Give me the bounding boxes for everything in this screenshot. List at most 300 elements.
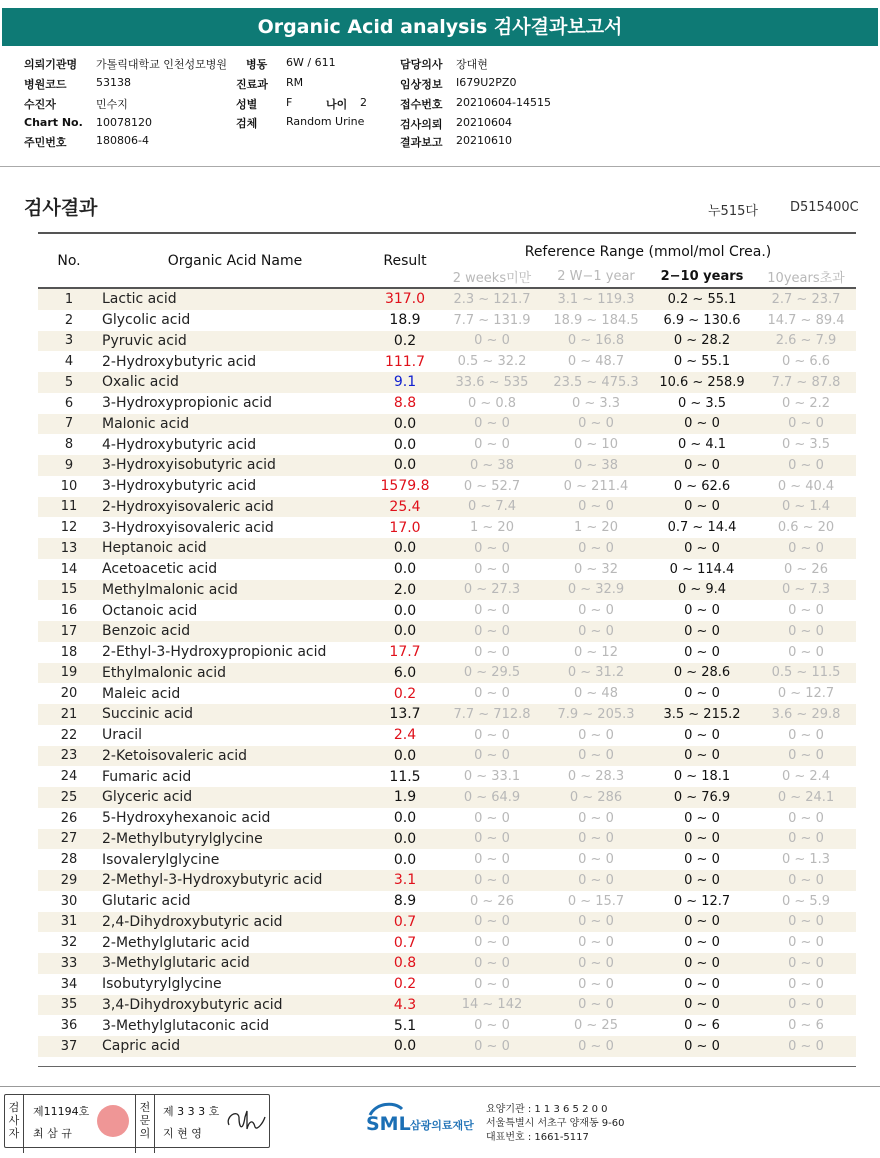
table-row <box>38 517 856 538</box>
range-2-10y: 0 ~ 0 <box>648 497 756 518</box>
row-number: 15 <box>38 580 100 601</box>
info-value: 2 <box>360 96 367 109</box>
range-10y-plus: 2.6 ~ 7.9 <box>756 331 856 352</box>
org-code: 요양기관 : 1 1 3 6 5 2 0 0 <box>486 1104 608 1115</box>
range-2-10y: 0 ~ 0 <box>684 727 720 743</box>
range-2-weeks: 0 ~ 0 <box>474 437 510 453</box>
range-2-weeks: 0 ~ 0 <box>474 561 510 577</box>
range-2-weeks: 0 ~ 0 <box>474 603 510 619</box>
range-2-10y: 0 ~ 0 <box>684 644 720 660</box>
range-2w-1y: 0 ~ 0 <box>544 912 648 933</box>
acid-name: Heptanoic acid <box>100 538 370 559</box>
org-phone: 대표번호 : 1661-5117 <box>486 1132 589 1143</box>
table-row <box>38 476 856 497</box>
range-2w-1y: 0 ~ 0 <box>544 538 648 559</box>
acid-name: 3-Hydroxyisovaleric acid <box>102 519 274 536</box>
range-10y-plus: 7.7 ~ 87.8 <box>756 372 856 393</box>
table-row <box>38 600 856 621</box>
approver-label <box>135 1095 155 1153</box>
range-2w-1y: 0 ~ 31.2 <box>544 663 648 684</box>
range-2-weeks: 0 ~ 0 <box>440 1036 544 1057</box>
acid-name: 2-Methylbutyrylglycine <box>100 829 370 850</box>
range-2-10y: 0 ~ 114.4 <box>669 561 735 577</box>
row-number: 5 <box>38 372 100 393</box>
range-10y-plus: 0 ~ 0 <box>788 976 824 992</box>
table-row <box>38 288 856 310</box>
range-10y-plus: 0 ~ 0 <box>756 829 856 850</box>
row-number: 22 <box>60 727 78 743</box>
acid-name: 5-Hydroxyhexanoic acid <box>102 810 271 827</box>
result-value: 17.0 <box>389 519 421 536</box>
result-value: 0.0 <box>370 414 440 435</box>
report-code: 누515다 <box>708 204 758 219</box>
range-2-10y: 0 ~ 0 <box>648 621 756 642</box>
acid-name: Benzoic acid <box>100 621 370 642</box>
table-row <box>38 746 856 767</box>
table-row <box>38 621 856 642</box>
range-10y-plus: 0 ~ 0 <box>756 455 856 476</box>
result-value: 17.7 <box>389 644 421 661</box>
info-value: 20210604-14515 <box>456 96 551 109</box>
acid-name: Octanoic acid <box>102 602 198 619</box>
range-2-weeks: 0 ~ 0 <box>440 746 544 767</box>
result-value: 11.5 <box>389 768 421 785</box>
range-2-10y: 0 ~ 0 <box>684 686 720 702</box>
table-row <box>38 766 856 787</box>
range-2w-1y: 18.9 ~ 184.5 <box>553 312 639 328</box>
range-2-10y: 0 ~ 0 <box>648 455 756 476</box>
range-10y-plus: 0 ~ 0 <box>756 912 856 933</box>
result-value: 0.0 <box>393 810 417 827</box>
result-value: 0.0 <box>393 436 417 453</box>
range-2-10y: 0 ~ 76.9 <box>648 787 756 808</box>
result-value: 18.9 <box>389 312 421 329</box>
range-2-10y: 6.9 ~ 130.6 <box>663 312 741 328</box>
approver-number: 제 3 3 3 호 <box>163 1105 220 1118</box>
range-2-10y: 0 ~ 0 <box>648 746 756 767</box>
range-10y-plus: 0 ~ 6.6 <box>781 354 831 370</box>
range-2w-1y: 0 ~ 0 <box>544 870 648 891</box>
info-key: 성별 <box>236 98 258 111</box>
range-2w-1y: 0 ~ 16.8 <box>544 331 648 352</box>
range-2-weeks: 0 ~ 0 <box>440 953 544 974</box>
acid-name: 3-Methylglutaconic acid <box>102 1017 270 1034</box>
inspector-number: 제11194호 <box>33 1105 90 1118</box>
row-number: 16 <box>60 603 78 619</box>
result-value: 5.1 <box>393 1017 417 1034</box>
row-number: 33 <box>38 953 100 974</box>
info-value: 20210604 <box>456 116 512 129</box>
range-2-10y: 0 ~ 6 <box>684 1018 720 1034</box>
info-key: 나이 <box>326 98 348 111</box>
table-row <box>38 331 856 352</box>
range-2-weeks: 0 ~ 0 <box>440 829 544 850</box>
acid-name: Capric acid <box>100 1036 370 1057</box>
range-2w-1y: 0 ~ 0 <box>544 1036 648 1057</box>
range-2-10y: 0 ~ 0 <box>684 810 720 826</box>
info-key: 진료과 <box>236 78 268 91</box>
range-header: 2 W−1 year <box>557 268 635 284</box>
column-header-reference: Reference Range (mmol/mol Crea.) <box>524 244 772 260</box>
range-10y-plus: 0 ~ 0 <box>756 953 856 974</box>
range-header: 2 weeks미만 <box>452 270 532 286</box>
acid-name: Lactic acid <box>100 288 370 310</box>
range-2w-1y: 1 ~ 20 <box>574 520 618 536</box>
acid-name: Succinic acid <box>100 704 370 725</box>
range-2-weeks: 0 ~ 0 <box>474 935 510 951</box>
range-2-10y: 0 ~ 0 <box>648 995 756 1016</box>
info-key: 주민번호 <box>24 136 67 149</box>
row-number: 18 <box>60 644 78 660</box>
inspector-name: 최 삼 규 <box>33 1127 72 1140</box>
range-2-10y: 0 ~ 18.1 <box>673 769 731 785</box>
range-2-weeks: 0 ~ 0 <box>474 976 510 992</box>
range-2w-1y: 0 ~ 0 <box>544 621 648 642</box>
approver-label-text: 전문의 <box>139 1101 151 1140</box>
table-row <box>38 829 856 850</box>
range-2-10y: 0.7 ~ 14.4 <box>667 520 737 536</box>
range-2-weeks: 7.7 ~ 131.9 <box>453 312 531 328</box>
range-2w-1y: 0 ~ 0 <box>544 829 648 850</box>
table-row <box>38 455 856 476</box>
range-2-10y: 0.2 ~ 55.1 <box>648 288 756 310</box>
result-value: 0.7 <box>370 912 440 933</box>
info-value: 6W / 611 <box>286 56 336 69</box>
result-value: 0.0 <box>370 621 440 642</box>
org-name: 삼광의료재단 <box>410 1119 474 1132</box>
acid-name: Fumaric acid <box>102 768 192 785</box>
acid-name: Pyruvic acid <box>100 331 370 352</box>
range-2w-1y: 0 ~ 286 <box>544 787 648 808</box>
acid-name: Glyceric acid <box>100 787 370 808</box>
table-row <box>38 891 856 912</box>
report-title: Organic Acid analysis 검사결과보고서 <box>2 8 878 46</box>
row-number: 24 <box>60 769 78 785</box>
range-2w-1y: 0 ~ 10 <box>574 437 618 453</box>
row-number: 13 <box>38 538 100 559</box>
range-2-weeks: 0 ~ 64.9 <box>440 787 544 808</box>
acid-name: Oxalic acid <box>100 372 370 393</box>
range-2-weeks: 0 ~ 0 <box>474 686 510 702</box>
acid-name: 2-Ethyl-3-Hydroxypropionic acid <box>102 644 327 661</box>
range-2-10y: 0 ~ 0 <box>648 414 756 435</box>
signature-box <box>4 1094 270 1148</box>
range-2-weeks: 1 ~ 20 <box>470 520 514 536</box>
approver-name: 지 현 영 <box>163 1127 202 1140</box>
range-2w-1y: 0 ~ 211.4 <box>563 478 629 494</box>
table-row <box>38 1036 856 1057</box>
range-2-weeks: 0 ~ 0 <box>440 331 544 352</box>
row-number: 27 <box>38 829 100 850</box>
range-2-weeks: 0 ~ 0 <box>474 644 510 660</box>
result-value: 0.8 <box>370 953 440 974</box>
acid-name: 2-Methylglutaric acid <box>102 934 250 951</box>
inspector-label <box>5 1095 24 1153</box>
info-value: RM <box>286 76 304 89</box>
column-header-result: Result <box>383 252 427 269</box>
row-number: 2 <box>64 312 74 328</box>
range-2-weeks: 0 ~ 27.3 <box>440 580 544 601</box>
row-number: 14 <box>60 561 78 577</box>
patient-info <box>0 56 880 156</box>
range-2-weeks: 0 ~ 0 <box>440 538 544 559</box>
range-2-weeks: 0 ~ 0 <box>474 852 510 868</box>
range-2-weeks: 0 ~ 0 <box>474 727 510 743</box>
acid-name: 2-Hydroxyisovaleric acid <box>100 497 370 518</box>
range-2-weeks: 0 ~ 0 <box>440 414 544 435</box>
table-row <box>38 310 856 331</box>
info-value: 가톨릭대학교 인천성모병원 <box>96 58 228 71</box>
result-value: 0.2 <box>393 685 417 702</box>
range-2-weeks: 0 ~ 33.1 <box>463 769 521 785</box>
table-row <box>38 725 856 746</box>
range-2-weeks: 0 ~ 7.4 <box>440 497 544 518</box>
table-row <box>38 414 856 435</box>
table-row <box>38 808 856 829</box>
acid-name: 3-Hydroxybutyric acid <box>102 478 257 495</box>
result-value: 0.0 <box>393 851 417 868</box>
row-number: 30 <box>60 893 78 909</box>
result-value: 0.2 <box>370 331 440 352</box>
table-row <box>38 704 856 725</box>
row-number: 37 <box>38 1036 100 1057</box>
range-2w-1y: 0 ~ 48 <box>574 686 618 702</box>
table-row <box>38 663 856 684</box>
info-key: 접수번호 <box>400 98 443 111</box>
table-row <box>38 683 856 704</box>
range-2-weeks: 0 ~ 0 <box>440 912 544 933</box>
table-row <box>38 642 856 663</box>
range-2-weeks: 0.5 ~ 32.2 <box>457 354 527 370</box>
range-10y-plus: 0 ~ 0 <box>788 727 824 743</box>
range-10y-plus: 0 ~ 2.2 <box>781 395 831 411</box>
range-2-weeks: 0 ~ 38 <box>440 455 544 476</box>
range-2-10y: 10.6 ~ 258.9 <box>648 372 756 393</box>
result-value: 9.1 <box>370 372 440 393</box>
range-10y-plus: 0 ~ 3.5 <box>781 437 831 453</box>
table-row <box>38 995 856 1016</box>
range-10y-plus: 0 ~ 12.7 <box>777 686 835 702</box>
info-value: 10078120 <box>96 116 152 129</box>
range-10y-plus: 0 ~ 24.1 <box>756 787 856 808</box>
range-2-10y: 0 ~ 9.4 <box>648 580 756 601</box>
range-10y-plus: 0 ~ 1.4 <box>756 497 856 518</box>
table-row <box>38 849 856 870</box>
range-2w-1y: 0 ~ 38 <box>544 455 648 476</box>
range-10y-plus: 0 ~ 7.3 <box>756 580 856 601</box>
result-value: 2.0 <box>370 580 440 601</box>
range-2w-1y: 0 ~ 15.7 <box>567 893 625 909</box>
acid-name: 4-Hydroxybutyric acid <box>102 436 257 453</box>
range-10y-plus: 0 ~ 26 <box>784 561 828 577</box>
range-2-10y: 0 ~ 28.6 <box>648 663 756 684</box>
info-value: 20210610 <box>456 134 512 147</box>
range-2-10y: 0 ~ 0 <box>648 870 756 891</box>
range-10y-plus: 0 ~ 0 <box>756 621 856 642</box>
range-2-10y: 0 ~ 0 <box>648 1036 756 1057</box>
range-2-10y: 0 ~ 0 <box>648 538 756 559</box>
range-2-weeks: 0 ~ 29.5 <box>440 663 544 684</box>
range-2w-1y: 0 ~ 0 <box>544 497 648 518</box>
acid-name: 3-Hydroxypropionic acid <box>102 395 273 412</box>
range-2w-1y: 0 ~ 0 <box>578 935 614 951</box>
column-header-name: Organic Acid Name <box>167 252 303 269</box>
result-value: 0.0 <box>393 602 417 619</box>
range-2-10y: 0 ~ 28.2 <box>648 331 756 352</box>
range-10y-plus: 0 ~ 2.4 <box>781 769 831 785</box>
range-2-weeks: 0 ~ 0.8 <box>467 395 517 411</box>
range-10y-plus: 0.6 ~ 20 <box>777 520 835 536</box>
range-2-10y: 0 ~ 0 <box>684 603 720 619</box>
row-number: 17 <box>38 621 100 642</box>
row-number: 1 <box>38 288 100 310</box>
result-value: 111.7 <box>384 353 426 370</box>
range-2-10y: 0 ~ 12.7 <box>673 893 731 909</box>
row-number: 6 <box>64 395 74 411</box>
range-2w-1y: 23.5 ~ 475.3 <box>544 372 648 393</box>
acid-name: 2-Methyl-3-Hydroxybutyric acid <box>100 870 370 891</box>
range-2-weeks: 0 ~ 0 <box>474 1018 510 1034</box>
table-row <box>38 953 856 974</box>
range-10y-plus: 0 ~ 0 <box>788 810 824 826</box>
acid-name: Malonic acid <box>100 414 370 435</box>
range-2-weeks: 0 ~ 0 <box>440 870 544 891</box>
info-value: Random Urine <box>286 115 365 128</box>
row-number: 29 <box>38 870 100 891</box>
row-number: 19 <box>38 663 100 684</box>
column-header-no: No. <box>57 252 81 269</box>
row-number: 8 <box>64 437 74 453</box>
range-2w-1y: 0 ~ 0 <box>578 603 614 619</box>
range-2-weeks: 0 ~ 0 <box>440 621 544 642</box>
result-value: 0.2 <box>393 976 417 993</box>
info-value: 180806-4 <box>96 134 149 147</box>
table-row <box>38 351 856 372</box>
range-2w-1y: 0 ~ 12 <box>574 644 618 660</box>
acid-name: 3,4-Dihydroxybutyric acid <box>100 995 370 1016</box>
acid-name: 3-Hydroxyisobutyric acid <box>100 455 370 476</box>
range-2-10y: 0 ~ 3.5 <box>677 395 727 411</box>
range-10y-plus: 0 ~ 0 <box>788 644 824 660</box>
row-number: 4 <box>64 354 74 370</box>
range-2-weeks: 0 ~ 26 <box>470 893 514 909</box>
range-2w-1y: 0 ~ 0 <box>544 995 648 1016</box>
range-2w-1y: 3.1 ~ 119.3 <box>544 288 648 310</box>
range-2-weeks: 2.3 ~ 121.7 <box>440 288 544 310</box>
range-10y-plus: 0 ~ 0 <box>788 935 824 951</box>
info-value: 53138 <box>96 76 131 89</box>
range-10y-plus: 0 ~ 0 <box>756 870 856 891</box>
range-2-10y: 0 ~ 55.1 <box>673 354 731 370</box>
range-10y-plus: 0 ~ 0 <box>788 603 824 619</box>
table-row <box>38 580 856 601</box>
result-value: 2.4 <box>393 727 417 744</box>
range-2w-1y: 7.9 ~ 205.3 <box>544 704 648 725</box>
range-10y-plus: 0 ~ 1.3 <box>781 852 831 868</box>
table-row <box>38 1015 856 1036</box>
row-number: 32 <box>60 935 78 951</box>
info-value: I679U2PZ0 <box>456 76 517 89</box>
range-2w-1y: 0 ~ 0 <box>578 976 614 992</box>
range-2w-1y: 0 ~ 25 <box>574 1018 618 1034</box>
range-header: 2−10 years <box>660 268 744 284</box>
result-value: 0.0 <box>393 561 417 578</box>
range-10y-plus: 0 ~ 5.9 <box>781 893 831 909</box>
range-2w-1y: 0 ~ 0 <box>578 727 614 743</box>
range-10y-plus: 3.6 ~ 29.8 <box>756 704 856 725</box>
table-row <box>38 434 856 455</box>
range-2-10y: 0 ~ 0 <box>648 912 756 933</box>
table-row <box>38 912 856 933</box>
range-2w-1y: 0 ~ 0 <box>544 953 648 974</box>
info-value: F <box>286 96 293 109</box>
range-2-10y: 0 ~ 0 <box>648 953 756 974</box>
table-row <box>38 932 856 953</box>
info-key: 검사의뢰 <box>400 118 443 131</box>
row-number: 28 <box>60 852 78 868</box>
result-value: 1.9 <box>370 787 440 808</box>
row-number: 12 <box>60 520 78 536</box>
result-value: 1579.8 <box>380 478 430 495</box>
acid-name: Maleic acid <box>102 685 181 702</box>
table-row <box>38 974 856 995</box>
range-10y-plus: 0 ~ 6 <box>788 1018 824 1034</box>
acid-name: Methylmalonic acid <box>100 580 370 601</box>
range-2-10y: 0 ~ 0 <box>684 852 720 868</box>
divider <box>0 166 880 167</box>
range-10y-plus: 2.7 ~ 23.7 <box>756 288 856 310</box>
range-2w-1y: 0 ~ 0 <box>544 746 648 767</box>
result-value: 0.0 <box>370 455 440 476</box>
result-value: 8.8 <box>393 395 417 412</box>
range-2-weeks: 0 ~ 0 <box>474 810 510 826</box>
range-2-10y: 0 ~ 4.1 <box>677 437 727 453</box>
inspector-label-text: 검사자 <box>8 1101 20 1140</box>
range-2-10y: 0 ~ 62.6 <box>673 478 731 494</box>
range-header: 10years초과 <box>767 270 845 286</box>
range-2-weeks: 33.6 ~ 535 <box>440 372 544 393</box>
acid-name: 3-Methylglutaric acid <box>100 953 370 974</box>
acid-name: Ethylmalonic acid <box>100 663 370 684</box>
info-key: 병원코드 <box>24 78 67 91</box>
range-2-weeks: 0 ~ 52.7 <box>463 478 521 494</box>
table-row <box>38 787 856 808</box>
range-2w-1y: 0 ~ 0 <box>578 852 614 868</box>
logo-text: SML <box>366 1113 411 1135</box>
result-value: 0.0 <box>370 746 440 767</box>
row-number: 26 <box>60 810 78 826</box>
section-title: 검사결과 <box>24 197 98 219</box>
range-2-weeks: 7.7 ~ 712.8 <box>440 704 544 725</box>
result-value: 0.7 <box>393 934 417 951</box>
table-row <box>38 393 856 414</box>
row-number: 11 <box>38 497 100 518</box>
result-value: 0.0 <box>370 1036 440 1057</box>
acid-name: Uracil <box>102 727 143 744</box>
info-key: 결과보고 <box>400 136 443 149</box>
result-value: 0.0 <box>370 538 440 559</box>
row-number: 34 <box>60 976 78 992</box>
range-2-10y: 0 ~ 0 <box>684 935 720 951</box>
range-2w-1y: 0 ~ 0 <box>544 414 648 435</box>
footer-divider <box>0 1086 880 1087</box>
range-10y-plus: 0 ~ 0 <box>756 995 856 1016</box>
info-key: 담당의사 <box>400 58 443 71</box>
info-key: 수진자 <box>24 98 56 111</box>
table-bottom-rule <box>38 1066 856 1067</box>
row-number: 20 <box>60 686 78 702</box>
range-2-10y: 0 ~ 0 <box>648 829 756 850</box>
